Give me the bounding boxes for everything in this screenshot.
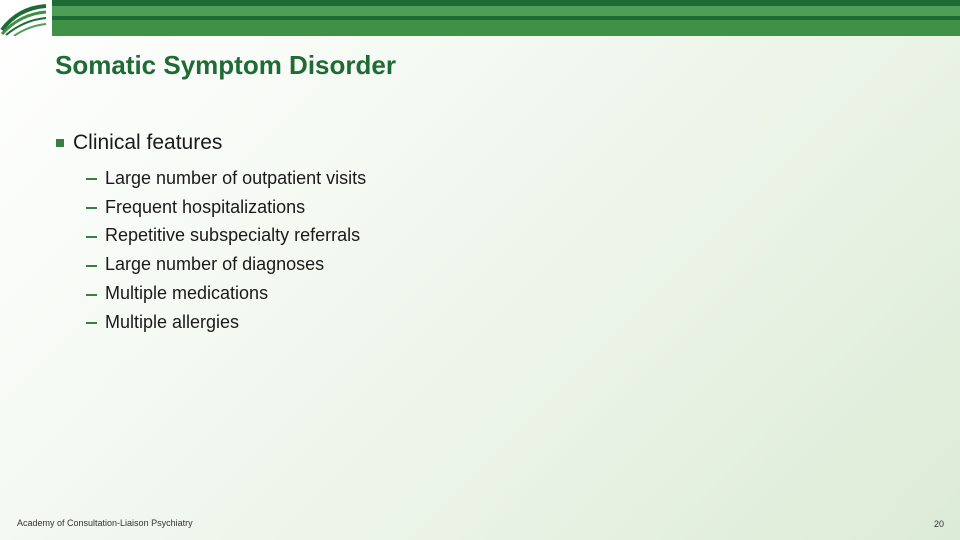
list-item (86, 279, 366, 308)
list-item-label: Multiple allergies (105, 311, 240, 332)
dash-bullet-icon (86, 178, 97, 180)
dash-bullet-icon (86, 207, 97, 209)
sub-bullet-list (86, 164, 366, 337)
list-item-label: Frequent hospitalizations (105, 196, 306, 217)
list-item-label: Large number of outpatient visits (105, 167, 367, 188)
list-item-label: Multiple medications (105, 283, 269, 304)
page-number: 20 (934, 519, 945, 529)
list-item-label: Repetitive subspecialty referrals (105, 225, 361, 246)
footer-organization: Academy of Consultation-Liaison Psychiatry (17, 518, 193, 528)
dash-bullet-icon (86, 236, 97, 238)
header-band-mid (52, 20, 960, 36)
bullet-label: Clinical features (73, 131, 223, 154)
list-item (86, 222, 366, 251)
list-item (86, 193, 366, 222)
square-bullet-icon (56, 139, 64, 147)
list-item (86, 164, 366, 193)
dash-bullet-icon (86, 322, 97, 324)
bullet-clinical-features (56, 131, 222, 155)
slide-title: Somatic Symptom Disorder (55, 50, 396, 80)
list-item-label: Large number of diagnoses (105, 254, 325, 275)
arc-logo-icon (0, 0, 48, 36)
dash-bullet-icon (86, 294, 97, 296)
list-item (86, 250, 366, 279)
dash-bullet-icon (86, 265, 97, 267)
header-band-light (52, 6, 960, 16)
list-item (86, 308, 366, 337)
